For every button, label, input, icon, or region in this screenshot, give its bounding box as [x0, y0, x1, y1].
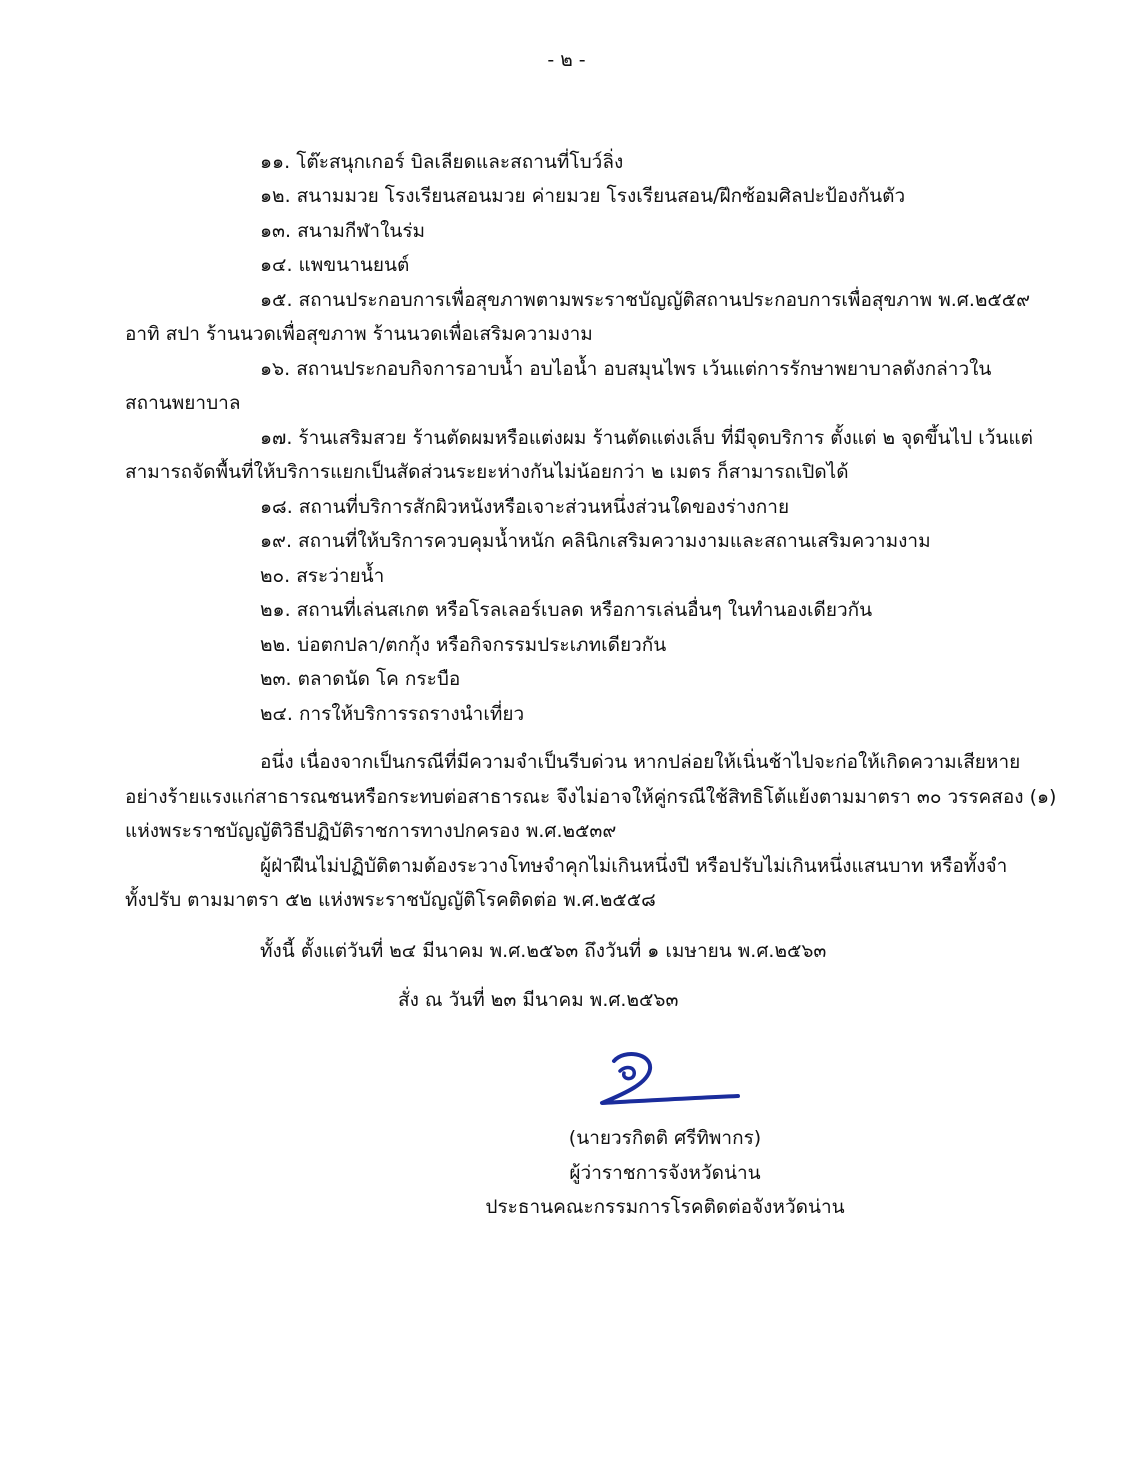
list-item-19: ๑๙. สถานที่ให้บริการควบคุมน้ำหนัก คลินิกเสริมความงามและสถานเสริมความงาม	[260, 530, 931, 552]
list-item-17-continuation: สามารถจัดพื้นที่ให้บริการแยกเป็นสัดส่วนระยะห่างกันไม่น้อยกว่า ๒ เมตร ก็สามารถเปิดได้	[125, 461, 849, 483]
paragraph-penalty-line-2: ทั้งปรับ ตามมาตรา ๕๒ แห่งพระราชบัญญัติโรคติดต่อ พ.ศ.๒๕๕๘	[125, 889, 656, 911]
list-item-20: ๒๐. สระว่ายน้ำ	[260, 565, 385, 587]
list-item-17: ๑๗. ร้านเสริมสวย ร้านตัดผมหรือแต่งผม ร้านตัดแต่งเล็บ ที่มีจุดบริการ ตั้งแต่ ๒ จุดขึ้นไป เว้นแต่	[260, 427, 1033, 449]
list-item-15: ๑๕. สถานประกอบการเพื่อสุขภาพตามพระราชบัญญัติสถานประกอบการเพื่อสุขภาพ พ.ศ.๒๕๕๙	[260, 289, 1031, 311]
list-item-21: ๒๑. สถานที่เล่นสเกต หรือโรลเลอร์เบลด หรือการเล่นอื่นๆ ในทำนองเดียวกัน	[260, 599, 873, 621]
list-item-14: ๑๔. แพขนานยนต์	[260, 254, 410, 276]
list-item-23: ๒๓. ตลาดนัด โค กระบือ	[260, 668, 461, 690]
page-number: - ๒ -	[547, 49, 586, 71]
list-item-16: ๑๖. สถานประกอบกิจการอาบน้ำ อบไอน้ำ อบสมุนไพร เว้นแต่การรักษาพยาบาลดังกล่าวใน	[260, 358, 992, 380]
signatory-committee-position: ประธานคณะกรรมการโรคติดต่อจังหวัดน่าน	[485, 1196, 845, 1218]
list-item-22: ๒๒. บ่อตกปลา/ตกกุ้ง หรือกิจกรรมประเภทเดียวกัน	[260, 634, 667, 656]
signatory-name: (นายวรกิตติ ศรีทิพากร)	[568, 1127, 762, 1149]
list-item-16-continuation: สถานพยาบาล	[125, 392, 241, 414]
list-item-11: ๑๑. โต๊ะสนุกเกอร์ บิลเลียดและสถานที่โบว์ลิ่ง	[260, 151, 624, 173]
list-item-15-continuation: อาทิ สปา ร้านนวดเพื่อสุขภาพ ร้านนวดเพื่อเสริมความงาม	[125, 323, 593, 345]
list-item-13: ๑๓. สนามกีฬาในร่ม	[260, 220, 426, 242]
order-date: สั่ง ณ วันที่ ๒๓ มีนาคม พ.ศ.๒๕๖๓	[398, 989, 679, 1011]
paragraph-notice-line-1: อนึ่ง เนื่องจากเป็นกรณีที่มีความจำเป็นรีบด่วน หากปล่อยให้เนิ่นช้าไปจะก่อให้เกิดความเสียหาย	[260, 751, 1021, 773]
list-item-18: ๑๘. สถานที่บริการสักผิวหนังหรือเจาะส่วนหนึ่งส่วนใดของร่างกาย	[260, 496, 790, 518]
signatory-position: ผู้ว่าราชการจังหวัดน่าน	[569, 1162, 761, 1184]
effective-period: ทั้งนี้ ตั้งแต่วันที่ ๒๔ มีนาคม พ.ศ.๒๕๖๓ ถึงวันที่ ๑ เมษายน พ.ศ.๒๕๖๓	[260, 940, 827, 962]
list-item-12: ๑๒. สนามมวย โรงเรียนสอนมวย ค่ายมวย โรงเรียนสอน/ฝึกซ้อมศิลปะป้องกันตัว	[260, 185, 906, 207]
list-item-24: ๒๔. การให้บริการรถรางนำเที่ยว	[260, 703, 525, 725]
handwritten-signature	[580, 1045, 750, 1120]
paragraph-penalty-line-1: ผู้ฝ่าฝืนไม่ปฏิบัติตามต้องระวางโทษจำคุกไม่เกินหนึ่งปี หรือปรับไม่เกินหนึ่งแสนบาท หรือทั้งจำ	[260, 855, 1008, 877]
paragraph-notice-line-3: แห่งพระราชบัญญัติวิธีปฏิบัติราชการทางปกครอง พ.ศ.๒๕๓๙	[125, 820, 617, 842]
paragraph-notice-line-2: อย่างร้ายแรงแก่สาธารณชนหรือกระทบต่อสาธารณะ จึงไม่อาจให้คู่กรณีใช้สิทธิโต้แย้งตามมาตรา ๓๐ วรรคสอง (๑)	[125, 786, 1057, 808]
